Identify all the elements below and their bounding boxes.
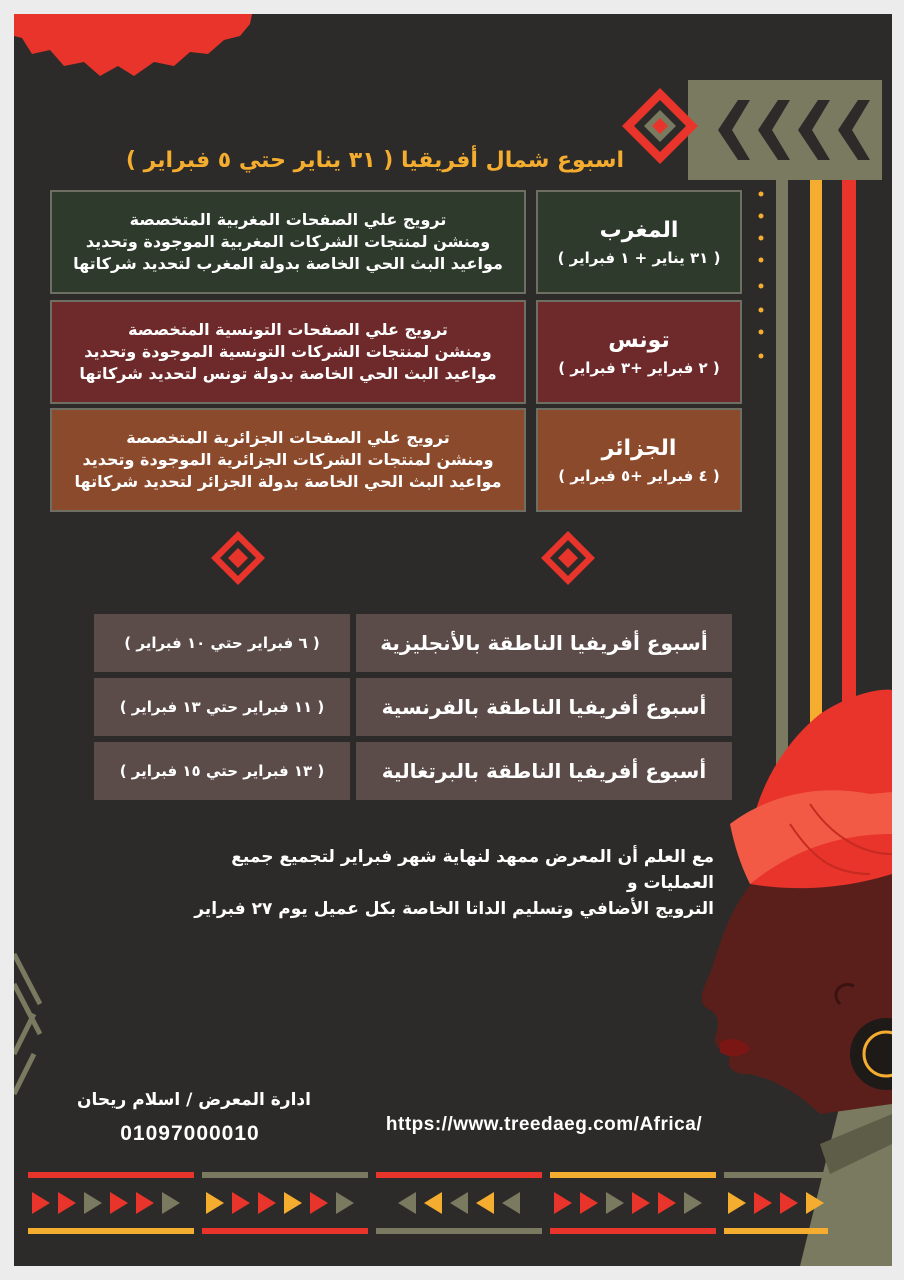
country-tag-morocco — [536, 190, 742, 294]
desc-line: ومنشن لمنتجات الشركات الجزائرية الموجودة وتحديد — [82, 450, 494, 469]
country-desc-morocco — [50, 190, 526, 294]
diamond-icon — [620, 86, 700, 166]
desc-line: مواعيد البث الحي الخاصة بدولة الجزائر لتحديد شركاتها — [74, 472, 502, 491]
chevron-strip-icon — [688, 80, 882, 180]
note-line: مع العلم أن المعرض ممهد لنهاية شهر فبراير لتجميع جميع العمليات و — [231, 847, 714, 893]
admin-name: ادارة المعرض / اسلام ريحان — [77, 1090, 311, 1110]
country-dates: ( ٢ فبراير +٣ فبراير ) — [558, 358, 720, 377]
country-dates: ( ٣١ يناير + ١ فبراير ) — [557, 248, 721, 267]
desc-line: مواعيد البث الحي الخاصة بدولة تونس لتحديد شركاتها — [79, 364, 497, 383]
week-name: أسبوع أفريفيا الناطقة بالفرنسية — [356, 678, 732, 736]
page-title: اسبوع شمال أفريقيا ( ٣١ يناير حتي ٥ فبراير ) — [125, 148, 624, 173]
desc-line: مواعيد البث الحي الخاصة بدولة المغرب لتحديد شركاتها — [73, 254, 503, 273]
desc-line: ترويج علي الصفحات التونسية المتخصصة — [128, 320, 448, 339]
website-link[interactable]: https://www.treedaeg.com/Africa/ — [385, 1114, 703, 1135]
country-tag-tunisia — [536, 300, 742, 404]
week-name: أسبوع أفريفيا الناطقة بالبرتغالية — [356, 742, 732, 800]
week-name: أسبوع أفريفيا الناطقة بالأنجليزية — [356, 614, 732, 672]
triangle-border — [28, 1168, 828, 1238]
week-dates: ( ١١ فبراير حتي ١٣ فبراير ) — [94, 678, 350, 736]
phone-number[interactable]: 01097000010 — [120, 1122, 260, 1145]
week-dates: ( ١٣ فبراير حتي ١٥ فبراير ) — [94, 742, 350, 800]
note-text — [194, 844, 714, 922]
country-name: تونس — [608, 327, 670, 353]
country-desc-tunisia — [50, 300, 526, 404]
diamond-icon — [210, 530, 266, 586]
sunburst-ornament — [14, 14, 264, 94]
desc-line: ومنشن لمنتجات الشركات المغربية الموجودة وتحديد — [85, 232, 491, 251]
country-desc-algeria — [50, 408, 526, 512]
desc-line: ترويج علي الصفحات المغربية المتخصصة — [129, 210, 447, 229]
country-name: الجزائر — [601, 435, 677, 461]
sticks-decoration — [14, 934, 54, 1134]
desc-line: ترويج علي الصفحات الجزائرية المتخصصة — [126, 428, 450, 447]
country-name: المغرب — [599, 217, 679, 243]
country-tag-algeria — [536, 408, 742, 512]
dots-decoration — [756, 190, 766, 380]
week-dates: ( ٦ فبراير حتي ١٠ فبراير ) — [94, 614, 350, 672]
desc-line: ومنشن لمنتجات الشركات التونسية الموجودة وتحديد — [84, 342, 492, 361]
country-dates: ( ٤ فبراير +٥ فبراير ) — [558, 466, 720, 485]
poster — [14, 14, 892, 1266]
note-line: الترويج الأضافي وتسليم الداتا الخاصة بكل عميل يوم ٢٧ فبراير — [194, 899, 714, 919]
diamond-icon — [540, 530, 596, 586]
